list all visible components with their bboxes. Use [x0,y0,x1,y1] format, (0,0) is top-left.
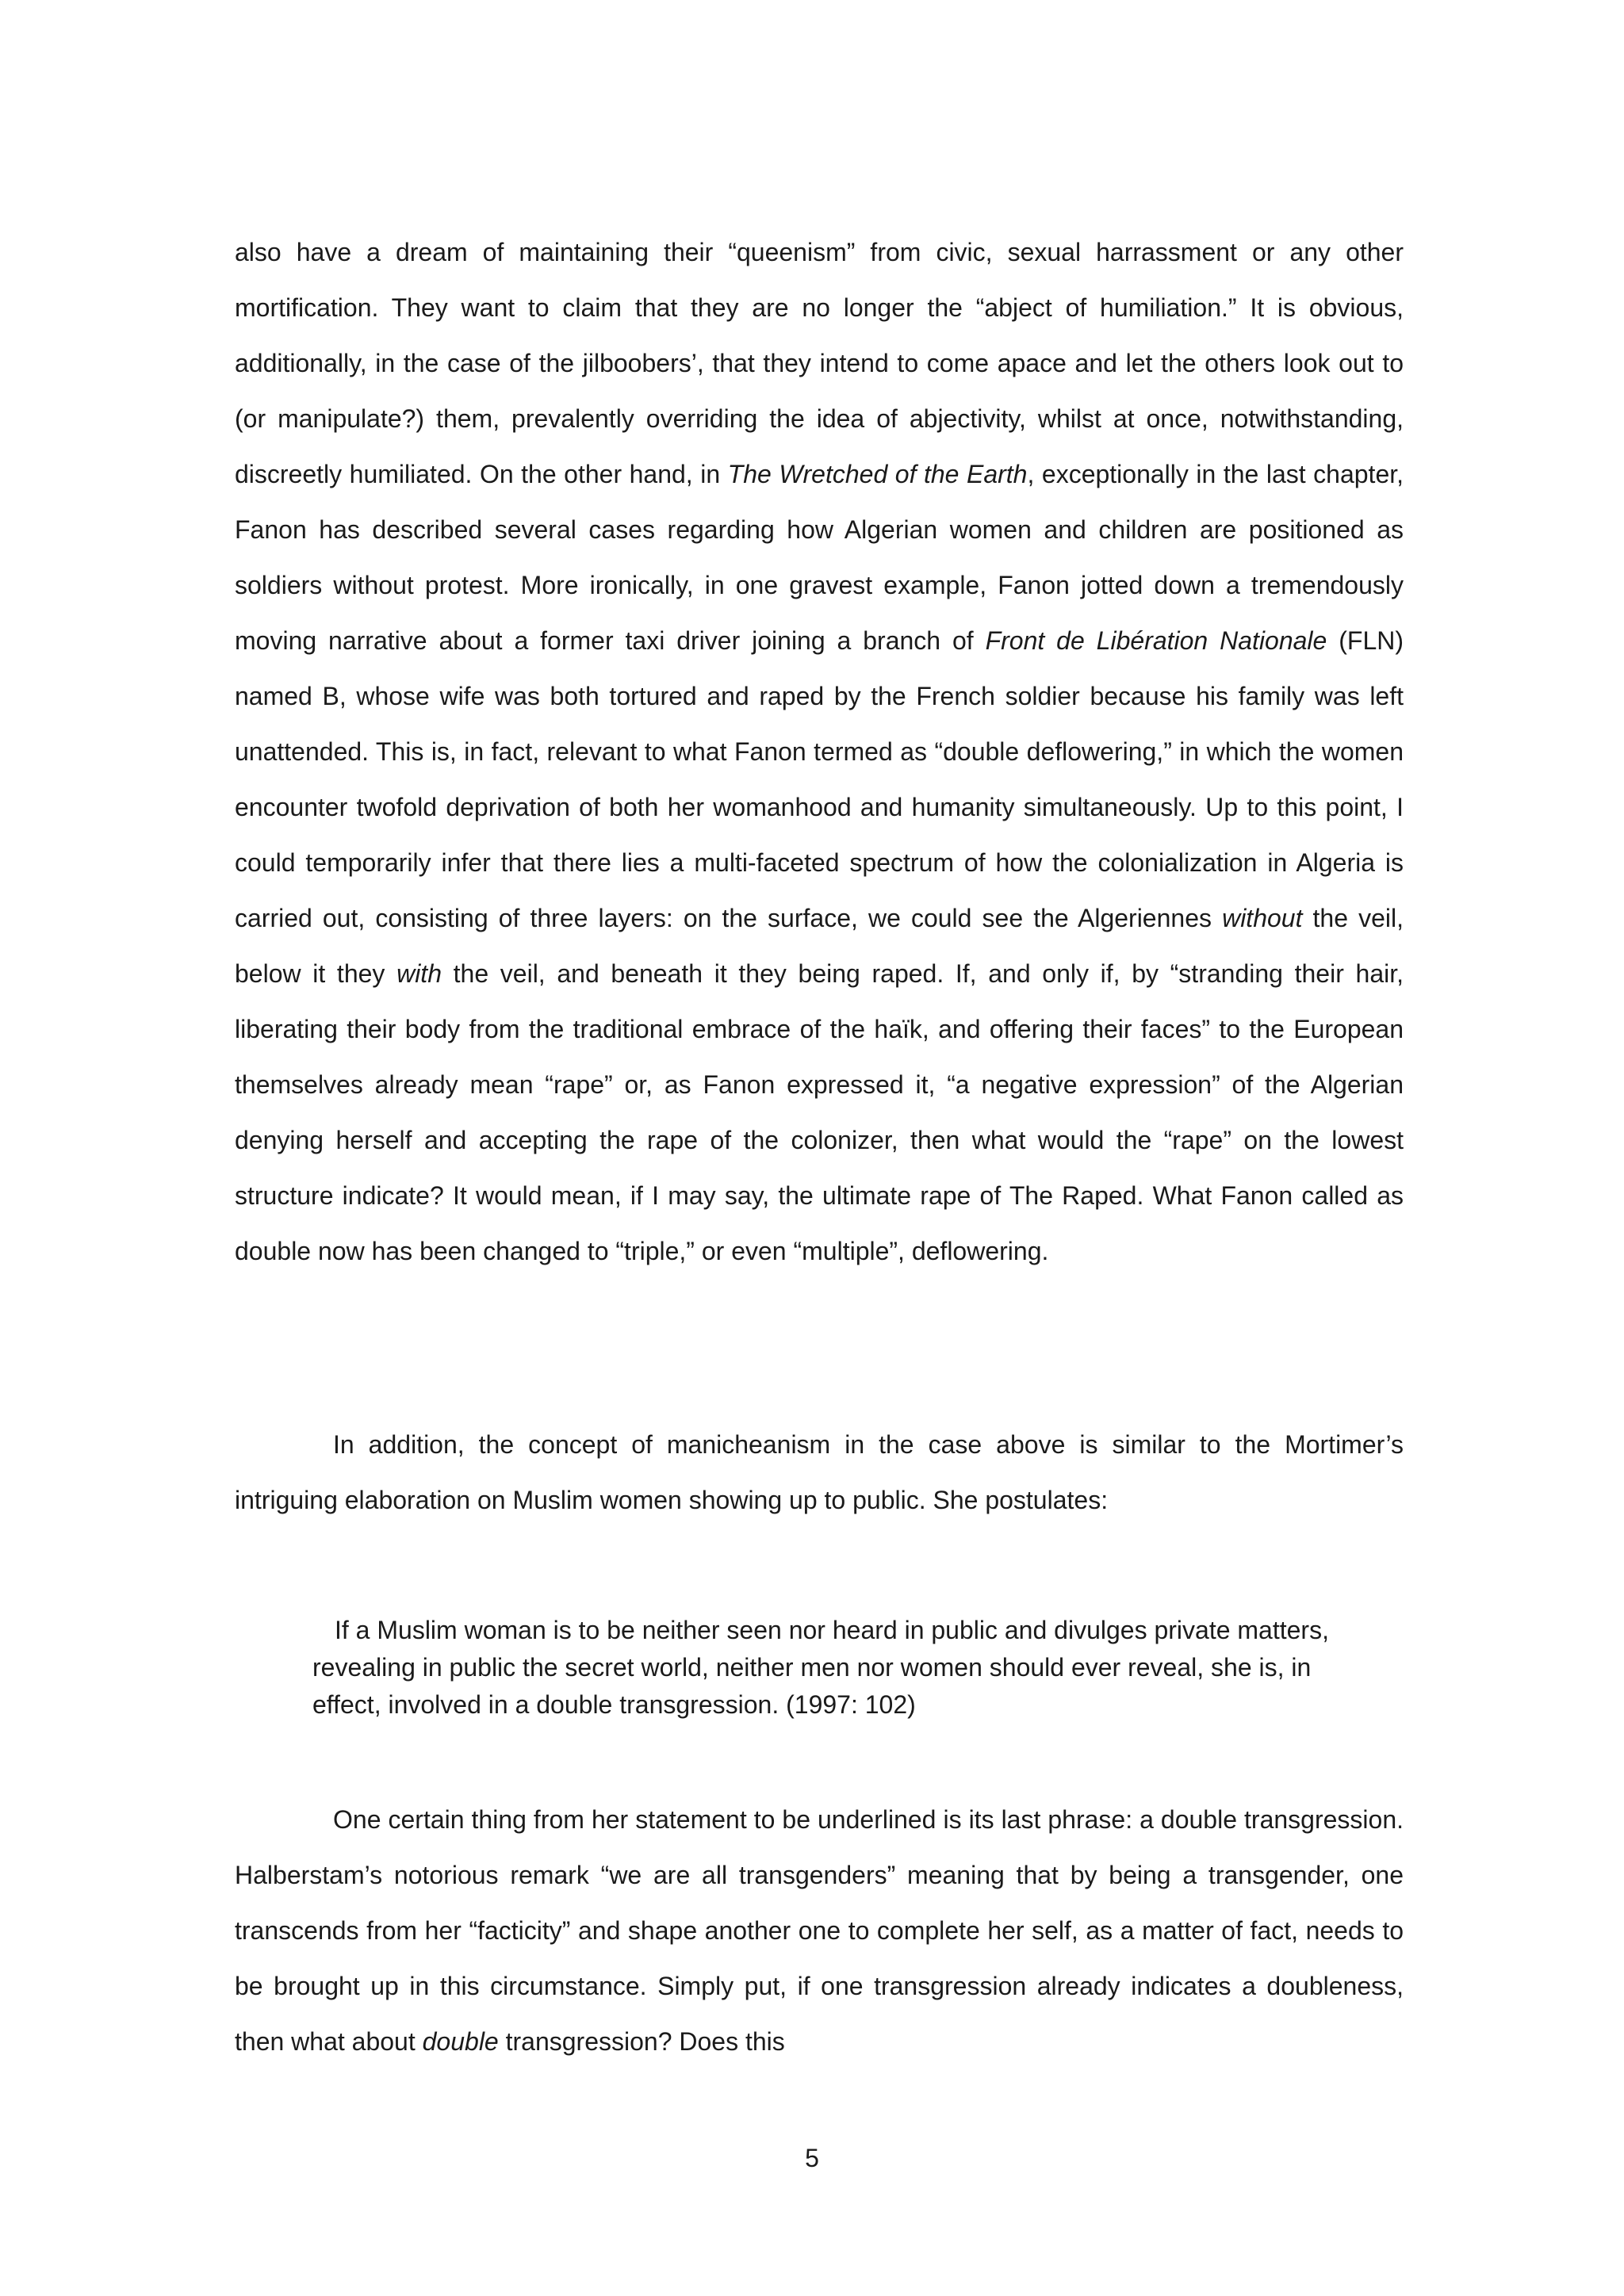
body-paragraph-1 [235,224,1404,1279]
emphasis-without: without [1222,904,1303,932]
body-paragraph-3 [235,1792,1404,2069]
organization-name-fln: Front de Libération Nationale [985,626,1327,655]
paragraph-1-text-d: the veil, below it they [235,904,1404,988]
paragraph-1-text-c: (FLN) named B, whose wife was both tortured and raped by the French soldier because his family was left unattended. This is, in fact, relevant to what Fanon termed as “double deflowering,” in which the women encounter twofold deprivation of both her womanhood and humanity simultaneously. Up to this point, I could temporarily infer that there lies a multi-faceted spectrum of how the colonialization in Algeria is carried out, consisting of three layers: on the surface, we could see the Algeriennes [235,626,1404,932]
paragraph-1-text-a: also have a dream of maintaining their “queenism” from civic, sexual harrassment or any other mortification. They want to claim that they are no longer the “abject of humiliation.” It is obvious, additionally, in the case of the jilboobers’, that they intend to come apace and let the others look out to (or manipulate?) them, prevalently overriding the idea of abjectivity, whilst at once, notwithstanding, discreetly humiliated. On the other hand, in [235,238,1404,488]
emphasis-with: with [396,959,442,988]
book-title-wretched-of-the-earth: The Wretched of the Earth [727,460,1028,488]
emphasis-double: double [422,2027,499,2056]
paragraph-1-text-e: the veil, and beneath it they being raped. If, and only if, by “stranding their hair, liberating their body from the traditional embrace of the haïk, and offering their faces” to the European themselves already mean “rape” or, as Fanon expressed it, “a negative expression” of the Algerian denying herself and accepting the rape of the colonizer, then what would the “rape” on the lowest structure indicate? It would mean, if I may say, the ultimate rape of The Raped. What Fanon called as double now has been changed to “triple,” or even “multiple”, deflowering. [235,959,1404,1265]
block-quote: If a Muslim woman is to be neither seen nor heard in public and divulges private matters, revealing in public the secret world, neither men nor women should ever reveal, she is, in effect, involved in a double transgression. (1997: 102) [312,1616,1329,1719]
paragraph-3-text-a: One certain thing from her statement to be underlined is its last phrase: a double transgression. Halberstam’s notorious remark “we are all transgenders” meaning that by being a transgender, one transcends from her “facticity” and shape another one to complete her self, as a matter of fact, needs to be brought up in this circumstance. Simply put, if one transgression already indicates a doubleness, then what about [235,1805,1404,2056]
paragraph-3-text-b: transgression? Does this [498,2027,785,2056]
body-paragraph-2: In addition, the concept of manicheanism in the case above is similar to the Mortimer’s intriguing elaboration on Muslim women showing up to public. She postulates: [235,1430,1404,1514]
page-number: 5 [805,2144,819,2172]
paragraph-1-text-b: , exceptionally in the last chapter, Fanon has described several cases regarding how Algerian women and children are positioned as soldiers without protest. More ironically, in one gravest example, Fanon jotted down a tremendously moving narrative about a former taxi driver joining a branch of [235,460,1404,655]
